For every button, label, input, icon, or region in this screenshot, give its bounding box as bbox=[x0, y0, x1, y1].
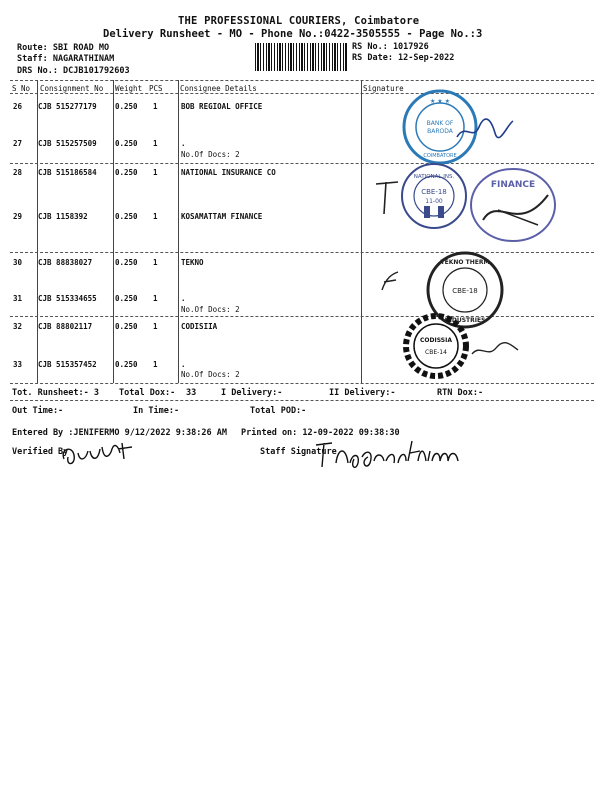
rs-date: RS Date: 12-Sep-2022 bbox=[352, 53, 455, 63]
svg-text:11-00: 11-00 bbox=[425, 198, 443, 205]
row-weight: 0.250 bbox=[115, 258, 138, 267]
row-pcs: 1 bbox=[153, 258, 158, 267]
row-sno: 31 bbox=[13, 294, 23, 303]
row-weight: 0.250 bbox=[115, 102, 138, 111]
row-consignment: CJB 1158392 bbox=[38, 212, 88, 221]
row-docs: No.Of Docs: 2 bbox=[181, 305, 240, 314]
svg-text:TEKNO THERM: TEKNO THERM bbox=[440, 259, 490, 266]
column-divider bbox=[361, 80, 362, 383]
barcode bbox=[255, 43, 347, 71]
row-consignee: . bbox=[181, 360, 186, 369]
divider bbox=[10, 400, 594, 401]
total-dox-value: 33 bbox=[186, 388, 197, 398]
row-consignment: CJB 515186584 bbox=[38, 168, 97, 177]
row-pcs: 1 bbox=[153, 102, 158, 111]
row-weight: 0.250 bbox=[115, 360, 138, 369]
column-divider bbox=[113, 80, 114, 383]
row-consignee: . bbox=[181, 139, 186, 148]
tekno-signature bbox=[378, 270, 403, 292]
row-sno: 30 bbox=[13, 258, 23, 267]
column-divider bbox=[37, 80, 38, 383]
row-pcs: 1 bbox=[153, 139, 158, 148]
total-dox-label: Total Dox:- bbox=[119, 388, 176, 398]
row-sno: 32 bbox=[13, 322, 23, 331]
drs-number: DRS No.: DCJB101792603 bbox=[17, 66, 130, 76]
row-consignee: NATIONAL INSURANCE CO bbox=[181, 168, 276, 177]
t-signature bbox=[372, 178, 402, 218]
row-weight: 0.250 bbox=[115, 294, 138, 303]
divider bbox=[10, 80, 594, 81]
row-docs: No.Of Docs: 2 bbox=[181, 150, 240, 159]
svg-text:★ ★ ★: ★ ★ ★ bbox=[430, 98, 450, 105]
row-pcs: 1 bbox=[153, 322, 158, 331]
total-pod: Total POD:- bbox=[250, 406, 307, 416]
out-time: Out Time:- bbox=[12, 406, 64, 416]
rs-number: RS No.: 1017926 bbox=[352, 42, 429, 52]
row-consignee: TEKNO bbox=[181, 258, 204, 267]
col-weight: Weight bbox=[115, 84, 143, 93]
svg-text:CODISSIA: CODISSIA bbox=[420, 337, 452, 344]
col-signature: Signature bbox=[363, 84, 404, 93]
row-consignment: CJB 88802117 bbox=[38, 322, 93, 331]
runsheet-subtitle: Delivery Runsheet - MO - Phone No.:0422-3505555 - Page No.:3 bbox=[103, 28, 483, 40]
company-title: THE PROFESSIONAL COURIERS, Coimbatore bbox=[178, 15, 420, 27]
row-pcs: 1 bbox=[153, 212, 158, 221]
route-label: Route: SBI ROAD MO bbox=[17, 43, 110, 53]
i-delivery: I Delivery:- bbox=[221, 388, 283, 398]
row-pcs: 1 bbox=[153, 168, 158, 177]
svg-text:BARODA: BARODA bbox=[427, 128, 453, 135]
row-sno: 28 bbox=[13, 168, 23, 177]
svg-text:COIMBATORE: COIMBATORE bbox=[423, 153, 457, 159]
svg-text:CBE-18: CBE-18 bbox=[421, 188, 447, 196]
row-consignee: . bbox=[181, 294, 186, 303]
col-consignee: Consignee Details bbox=[180, 84, 257, 93]
row-weight: 0.250 bbox=[115, 322, 138, 331]
row-consignment: CJB 515357452 bbox=[38, 360, 97, 369]
row-consignment: CJB 515257509 bbox=[38, 139, 97, 148]
row-sno: 33 bbox=[13, 360, 23, 369]
row-weight: 0.250 bbox=[115, 139, 138, 148]
ii-delivery: II Delivery:- bbox=[329, 388, 396, 398]
national-insurance-stamp bbox=[398, 160, 470, 232]
row-divider bbox=[10, 383, 594, 384]
row-consignment: CJB 515334655 bbox=[38, 294, 97, 303]
row-weight: 0.250 bbox=[115, 212, 138, 221]
row-pcs: 1 bbox=[153, 294, 158, 303]
row-sno: 29 bbox=[13, 212, 23, 221]
row-consignment: CJB 515277179 bbox=[38, 102, 97, 111]
col-pcs: PCS bbox=[149, 84, 163, 93]
col-sno: S No bbox=[12, 84, 31, 93]
printed-on: Printed on: 12-09-2022 09:38:30 bbox=[241, 428, 400, 438]
finance-stamp bbox=[468, 165, 558, 245]
row-divider bbox=[10, 163, 594, 164]
svg-text:FINANCE: FINANCE bbox=[490, 180, 536, 190]
row-consignment: CJB 88838027 bbox=[38, 258, 93, 267]
svg-text:NATIONAL INS.: NATIONAL INS. bbox=[413, 174, 455, 180]
row-consignee: KOSAMATTAM FINANCE bbox=[181, 212, 263, 221]
tot-runsheet: Tot. Runsheet:- 3 bbox=[12, 388, 99, 398]
svg-text:BANK OF: BANK OF bbox=[426, 120, 454, 127]
staff-handwritten-signature bbox=[312, 427, 472, 477]
staff-signature: Staff Signature bbox=[260, 447, 337, 457]
row-sno: 27 bbox=[13, 139, 23, 148]
row-consignee: CODISIIA bbox=[181, 322, 218, 331]
row-sno: 26 bbox=[13, 102, 23, 111]
verified-by: Verified By bbox=[12, 447, 69, 457]
verified-signature bbox=[58, 437, 138, 475]
row-weight: 0.250 bbox=[115, 168, 138, 177]
codissia-stamp bbox=[398, 308, 474, 384]
row-pcs: 1 bbox=[153, 360, 158, 369]
col-consignment: Consignment No bbox=[40, 84, 104, 93]
row-consignee: BOB REGIOAL OFFICE bbox=[181, 102, 263, 111]
entered-by: Entered By :JENIFERMO 9/12/2022 9:38:26 AM bbox=[12, 428, 227, 438]
svg-text:INDUSTRIES: INDUSTRIES bbox=[444, 317, 486, 324]
svg-text:CBE-18: CBE-18 bbox=[452, 287, 478, 295]
column-divider bbox=[178, 80, 179, 383]
rtn-dox: RTN Dox:- bbox=[437, 388, 484, 398]
svg-text:CBE-14: CBE-14 bbox=[425, 349, 447, 356]
divider bbox=[10, 93, 594, 94]
in-time: In Time:- bbox=[133, 406, 180, 416]
bank-signature bbox=[455, 115, 515, 145]
codissia-signature bbox=[470, 340, 520, 360]
staff-label: Staff: NAGARATHINAM bbox=[17, 54, 115, 64]
row-docs: No.Of Docs: 2 bbox=[181, 370, 240, 379]
